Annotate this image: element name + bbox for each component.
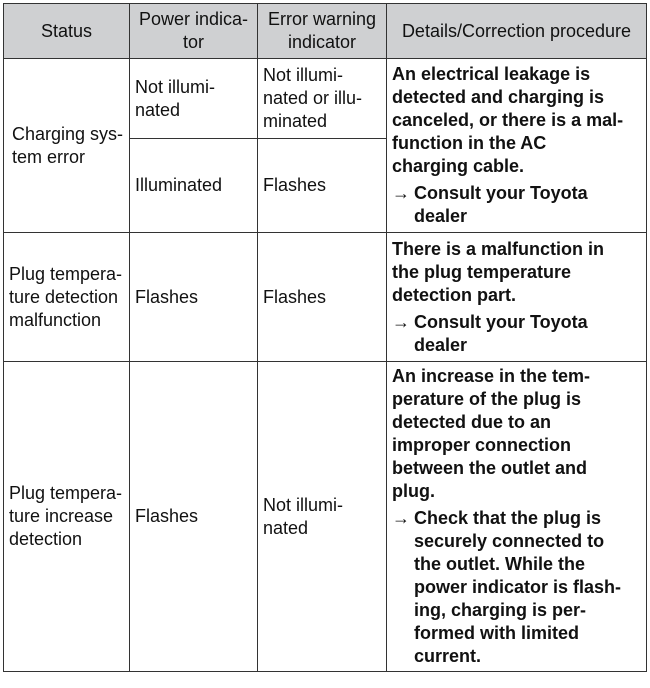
header-error-warning-indicator: Error warning indicator — [258, 4, 387, 59]
table-row — [4, 362, 647, 672]
power-indicator-cell: Flashes — [130, 233, 258, 362]
correction-step: → Consult your Toyota dealer — [392, 311, 588, 355]
error-indicator-cell: Not illumi- nated or illu- minated — [258, 59, 387, 139]
power-indicator-cell: Not illumi- nated — [130, 59, 258, 139]
status-cell: Charging sys- tem error — [4, 59, 130, 233]
arrow-right-icon: → — [392, 508, 410, 528]
table-row — [4, 233, 647, 362]
details-cell: An electrical leakage is detected and charging is canceled, or there is a mal- function in the AC charging cable. → Consult your Toyota dealer — [387, 59, 647, 233]
correction-step: → Check that the plug is securely connected to the outlet. While the power indicator is flash- ing, charging is per- formed with limited current. — [392, 508, 622, 666]
details-cell: An increase in the tem- perature of the plug is detected due to an improper connection between the outlet and plug. → Check that the plug is securely connected to the outlet. While the power indicator is flash- ing, charging is per- formed with limited current. — [387, 362, 647, 672]
header-status: Status — [4, 4, 130, 59]
error-indicator-cell: Flashes — [258, 233, 387, 362]
details-cell: There is a malfunction in the plug temperature detection part. → Consult your Toyota dealer — [387, 233, 647, 362]
table-row — [4, 59, 647, 139]
arrow-right-icon: → — [392, 183, 410, 203]
header-power-indicator: Power indica- tor — [130, 4, 258, 59]
header-details: Details/Correction procedure — [387, 4, 647, 59]
header-row — [4, 4, 647, 59]
power-indicator-cell: Illuminated — [130, 139, 258, 233]
status-cell: Plug tempera- ture increase detection — [4, 362, 130, 672]
status-table — [3, 3, 647, 672]
power-indicator-cell: Flashes — [130, 362, 258, 672]
status-cell: Plug tempera- ture detection malfunction — [4, 233, 130, 362]
correction-step: → Consult your Toyota dealer — [392, 183, 588, 226]
error-indicator-cell: Flashes — [258, 139, 387, 233]
error-indicator-cell: Not illumi- nated — [258, 362, 387, 672]
arrow-right-icon: → — [392, 311, 410, 332]
